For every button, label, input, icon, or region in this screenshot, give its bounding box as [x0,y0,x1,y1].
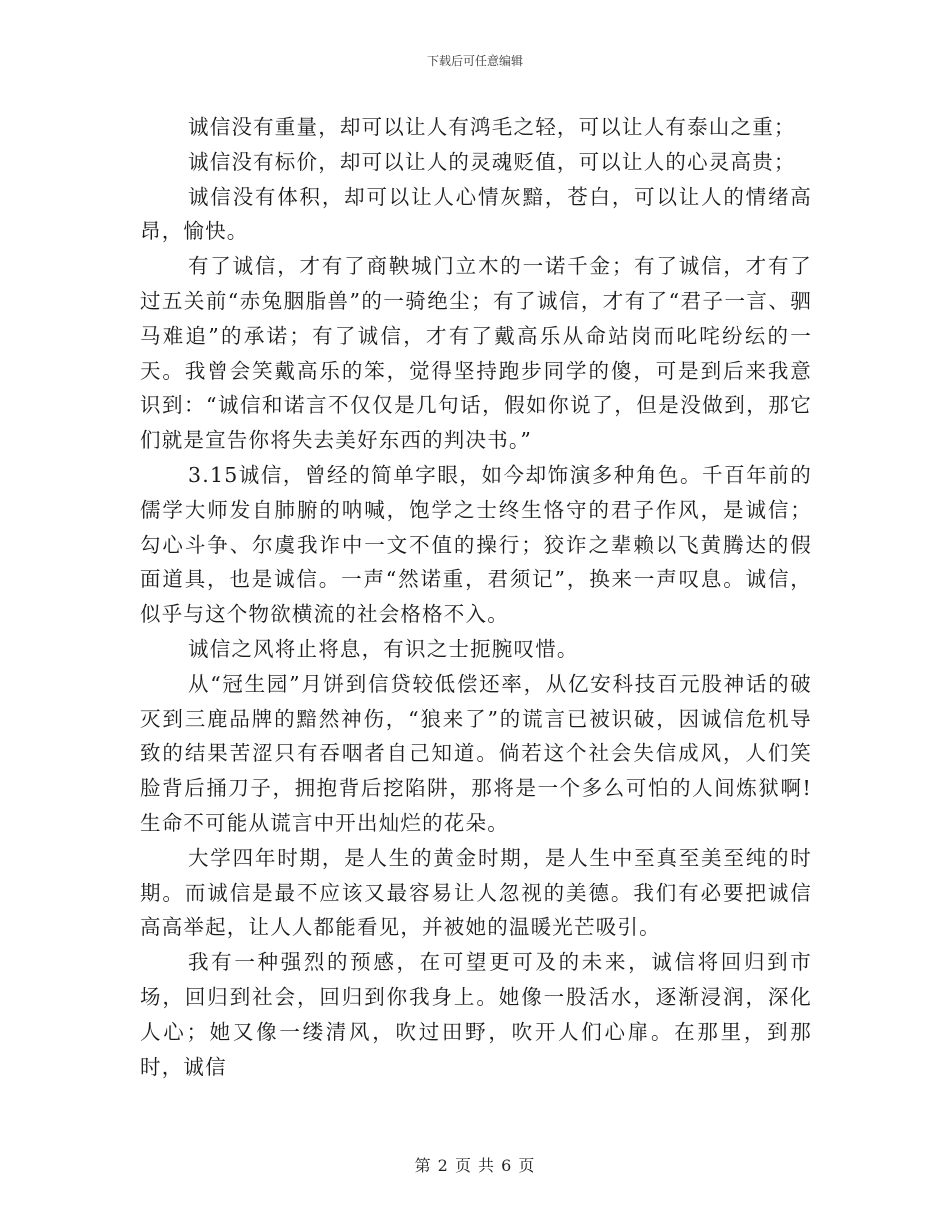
page-header: 下载后可任意编辑 [426,54,523,68]
paragraph-5: 3.15诚信，曾经的简单字眼，如今却饰演多种角色。千百年前的儒学大师发自肺腑的呐喊，饱学之士终生恪守的君子作风，是诚信；勾心斗争、尔虞我诈中一文不值的操行；狡诈之辈赖以飞黄腾达的假面道具，也是诚信。一声“然诺重，君须记”，换来一声叹息。诚信，似乎与这个物欲横流的社会格格不入。 [140,462,812,627]
paragraph-8: 大学四年时期，是人生的黄金时期，是人生中至真至美至纯的时期。而诚信是最不应该又最容易让人忽视的美德。我们有必要把诚信高高举起，让人人都能看见，并被她的温暖光芒吸引。 [140,845,812,940]
paragraph-7: 从“冠生园”月饼到信贷较低偿还率，从亿安科技百元股神话的破灭到三鹿品牌的黯然神伤，“狼来了”的谎言已被识破，因诚信危机导致的结果苦涩只有吞咽者自己知道。倘若这个社会失信成风，人们笑脸背后捅刀子，拥抱背后挖陷阱，那将是一个多么可怕的人间炼狱啊!生命不可能从谎言中开出灿烂的花朵。 [140,671,812,835]
paragraph-4: 有了诚信，才有了商鞅城门立木的一诺千金；有了诚信，才有了过五关前“赤兔胭脂兽”的一骑绝尘；有了诚信，才有了“君子一言、驷马难追”的承诺；有了诚信，才有了戴高乐从命站岗而叱咤纷纭的一天。我曾会笑戴高乐的笨，觉得坚持跑步同学的傻，可是到后来我意识到：“诚信和诺言不仅仅是几句话，假如你说了，但是没做到，那它们就是宣告你将失去美好东西的判决书。” [140,254,812,453]
paragraph-3: 诚信没有体积，却可以让人心情灰黯，苍白，可以让人的情绪高昂，愉快。 [140,184,812,244]
paragraph-9: 我有一种强烈的预感，在可望更可及的未来，诚信将回归到市场，回归到社会，回归到你我身上。她像一股活水，逐渐浸润，深化人心；她又像一缕清风，吹过田野，吹开人们心扉。在那里，到那时，诚信 [140,950,812,1079]
paragraph-2: 诚信没有标价，却可以让人的灵魂贬值，可以让人的心灵高贵； [188,149,796,174]
paragraph-1: 诚信没有重量，却可以让人有鸿毛之轻，可以让人有泰山之重； [188,115,796,139]
page-footer: 第 2 页 共 6 页 [414,1156,536,1175]
document-body [140,110,812,1084]
paragraph-6: 诚信之风将止将息，有识之士扼腕叹惜。 [188,636,579,661]
